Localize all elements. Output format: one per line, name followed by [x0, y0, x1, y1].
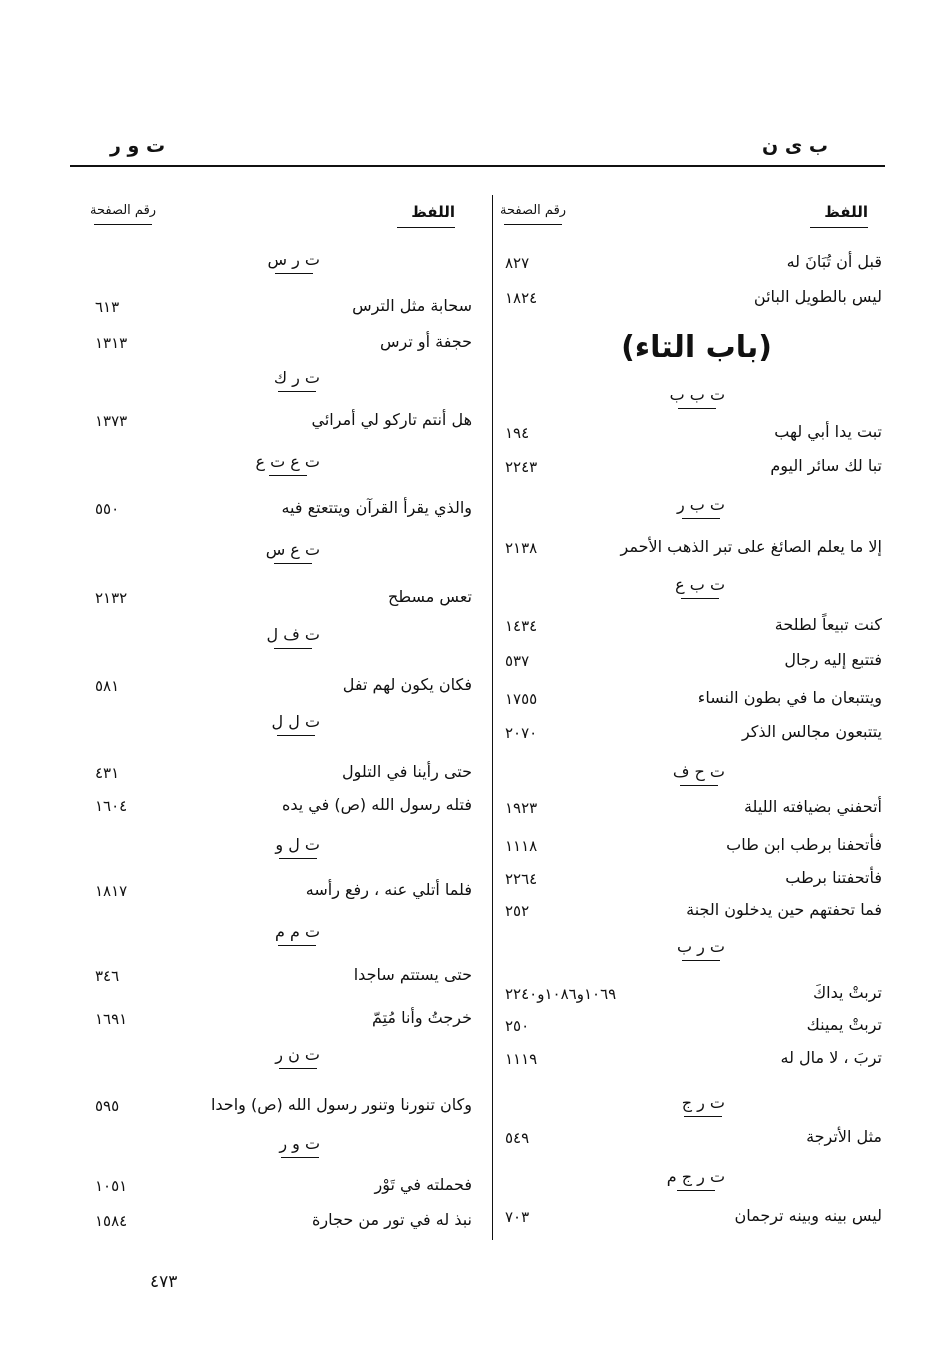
- right-entry-page: ١١١٩: [505, 1050, 538, 1068]
- left-root-heading: ت ر س: [268, 250, 321, 274]
- right-entry-word: تربَ ، لا مال له: [780, 1048, 882, 1067]
- left-page-heading: رقم الصفحة: [90, 203, 156, 225]
- right-root-heading: ت ر ج: [682, 1093, 725, 1117]
- left-entry-page: ١٣١٣: [95, 334, 128, 352]
- right-entry-word: فما تحفتهم حين يدخلون الجنة: [686, 900, 882, 919]
- right-root-heading: ت ب ع: [675, 575, 725, 599]
- right-entry-page: ٢٥٢: [505, 902, 530, 920]
- running-header-left: ت و ر: [110, 135, 166, 157]
- right-entry-word: تبا لك سائر اليوم: [770, 456, 882, 475]
- left-entry-page: ٥٨١: [95, 677, 120, 695]
- left-entry-word: نبذ له في تور من حجارة: [312, 1210, 472, 1229]
- left-root-heading: ت ر ك: [274, 368, 320, 392]
- left-entry-word: والذي يقرأ القرآن ويتتعتع فيه: [281, 498, 472, 517]
- left-entry-page: ٥٥٠: [95, 500, 120, 518]
- chapter-heading: (باب التاء): [621, 330, 772, 365]
- header-rule: [70, 165, 885, 167]
- right-word-heading: اللفظ: [810, 203, 868, 228]
- right-entry-word: ليس بينه وبينه ترجمان: [734, 1206, 882, 1225]
- right-entry-page: ٢٢٦٤: [505, 870, 538, 888]
- left-entry-word: فكان يكون لهم تفل: [342, 675, 472, 694]
- right-entry-page: ٢٥٠: [505, 1017, 530, 1035]
- right-entry-page: ١٩٢٣: [505, 799, 538, 817]
- right-entry-page: ١٤٣٤: [505, 617, 538, 635]
- left-root-heading: ت ل و: [275, 835, 320, 859]
- page-number: ٤٧٣: [150, 1272, 178, 1292]
- right-entry-word: تربتْ يمينك: [806, 1015, 882, 1034]
- right-entry-word: تربتْ يداكَ: [812, 983, 882, 1002]
- right-entry-word: فأتحفنا برطب ابن طاب: [726, 835, 882, 854]
- right-entry-word: فتتبع إليه رجال: [784, 650, 882, 669]
- right-entry-word: تبت يدا أبي لهب: [774, 422, 882, 441]
- right-root-heading: ت ر ب: [677, 937, 725, 961]
- right-entry-page: ٥٤٩: [505, 1129, 530, 1147]
- left-entry-page: ٦١٣: [95, 298, 120, 316]
- left-entry-page: ١٠٥١: [95, 1177, 128, 1195]
- right-entry-word: كنت تبيعاً لطلحة: [774, 615, 882, 634]
- left-entry-page: ١٨١٧: [95, 882, 128, 900]
- right-entry-page: ١٧٥٥: [505, 690, 538, 708]
- left-entry-word: تعس مسطح: [388, 587, 472, 606]
- right-entry-page: ١٨٢٤: [505, 289, 538, 307]
- left-entry-page: ٥٩٥: [95, 1097, 120, 1115]
- column-divider: [492, 195, 493, 1240]
- right-entry-word: إلا ما يعلم الصائغ على تبر الذهب الأحمر: [620, 537, 882, 556]
- left-word-heading: اللفظ: [397, 203, 455, 228]
- right-entry-page: ٧٠٣: [505, 1208, 530, 1226]
- left-entry-word: خرجتُ وأنا مُتِمّ: [371, 1008, 472, 1027]
- right-root-heading: ت ب ب: [670, 385, 725, 409]
- right-entry-word: يتتبعون مجالس الذكر: [741, 722, 882, 741]
- left-entry-word: حتى يستتم ساجدا: [353, 965, 472, 984]
- left-entry-page: ١٥٨٤: [95, 1212, 128, 1230]
- left-entry-word: فلما أتلي عنه ، رفع رأسه: [305, 880, 472, 899]
- left-root-heading: ت ف ل: [267, 625, 320, 649]
- left-entry-page: ١٦٩١: [95, 1010, 128, 1028]
- right-root-heading: ت ر ج م: [667, 1167, 725, 1191]
- left-entry-word: هل أنتم تاركو لي أمرائي: [311, 410, 472, 429]
- right-entry-page: ١٩٤: [505, 424, 530, 442]
- left-root-heading: ت م م: [275, 922, 320, 946]
- right-page-heading: رقم الصفحة: [500, 203, 566, 225]
- right-entry-page: ١١١٨: [505, 837, 538, 855]
- right-entry-word: فأتحفتنا برطب: [785, 868, 882, 887]
- right-root-heading: ت ب ر: [677, 495, 725, 519]
- right-entry-word: أتحفني بضيافته الليلة: [743, 797, 882, 816]
- right-entry-page: ١٠٦٩و١٠٨٦و٢٢٤٠: [505, 985, 617, 1003]
- right-entry-word: قبل أن تُبَانَ له: [786, 252, 882, 271]
- left-entry-word: فتله رسول الله (ص) في يده: [281, 795, 472, 814]
- left-entry-page: ٣٤٦: [95, 967, 120, 985]
- right-root-heading: ت ح ف: [673, 762, 725, 786]
- left-entry-page: ٤٣١: [95, 764, 120, 782]
- left-root-heading: ت ل ل: [272, 712, 320, 736]
- right-entry-word: ليس بالطويل البائن: [753, 287, 882, 306]
- right-entry-page: ٨٢٧: [505, 254, 530, 272]
- left-entry-word: سحابة مثل الترس: [352, 296, 472, 315]
- left-entry-page: ١٣٧٣: [95, 412, 128, 430]
- right-entry-page: ٢٢٤٣: [505, 458, 538, 476]
- left-entry-word: وكان تنورنا وتنور رسول الله (ص) واحدا: [210, 1095, 472, 1114]
- right-entry-page: ٢٠٧٠: [505, 724, 538, 742]
- right-entry-page: ٢١٣٨: [505, 539, 538, 557]
- right-entry-word: مثل الأترجة: [806, 1127, 882, 1146]
- left-root-heading: ت ن ر: [275, 1045, 320, 1069]
- left-entry-page: ٢١٣٢: [95, 589, 128, 607]
- left-entry-word: حتى رأينا في التلول: [342, 762, 472, 781]
- left-entry-page: ١٦٠٤: [95, 797, 128, 815]
- running-header-right: ب ى ن: [762, 135, 828, 157]
- right-entry-page: ٥٣٧: [505, 652, 530, 670]
- left-root-heading: ت ع ت ع: [256, 452, 320, 476]
- left-entry-word: فحملته في تَوْر: [374, 1175, 472, 1194]
- left-root-heading: ت ع س: [266, 540, 320, 564]
- left-entry-word: حجفة أو ترس: [379, 332, 472, 351]
- right-entry-word: ويتتبعان ما في بطون النساء: [697, 688, 882, 707]
- left-root-heading: ت و ر: [279, 1134, 320, 1158]
